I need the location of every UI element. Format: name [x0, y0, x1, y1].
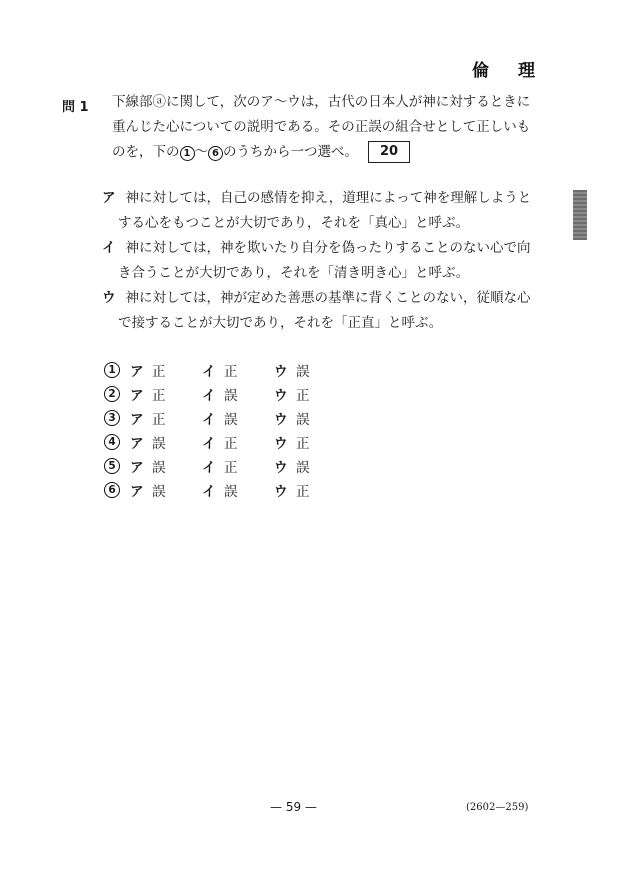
- choice-label-i: イ: [202, 388, 216, 404]
- side-tab-marker: [573, 190, 587, 240]
- answer-number-box: 20: [368, 141, 410, 163]
- choice-value-i: 誤: [224, 484, 238, 500]
- statement-text: 神に対しては，神が定めた善悪の基準に背くことのない，従順な心で接することが大切であり，それを「正直」と呼ぶ。: [118, 290, 531, 331]
- choice-label-i: イ: [202, 460, 216, 476]
- choice-label-u: ウ: [274, 388, 288, 404]
- statement-a: [102, 186, 532, 236]
- choice-label-i: イ: [202, 436, 216, 452]
- choice-label-a: ア: [130, 484, 144, 500]
- choice-value-a: 正: [152, 364, 166, 380]
- choice-value-i: 正: [224, 436, 238, 452]
- question-text-part1: 下線部ⓐに関して，次のア～ウは，古代の日本人が神に対するときに重んじた心についての説明である。その正誤の組合せとして正しいものを，下の: [112, 94, 531, 160]
- choice-value-a: 誤: [152, 484, 166, 500]
- range-start-number: 1: [180, 146, 195, 161]
- choice-number: 5: [104, 458, 120, 474]
- choice-label-u: ウ: [274, 436, 288, 452]
- statement-letter: イ: [102, 240, 116, 256]
- choice-label-i: イ: [202, 484, 216, 500]
- statement-letter: ウ: [102, 290, 116, 306]
- choice-option[interactable]: [104, 406, 346, 430]
- choice-label-i: イ: [202, 412, 216, 428]
- choice-option[interactable]: [104, 358, 346, 382]
- choice-label-a: ア: [130, 364, 144, 380]
- choice-value-i: 誤: [224, 388, 238, 404]
- choice-value-u: 誤: [296, 460, 310, 476]
- choice-number: 6: [104, 482, 120, 498]
- statement-text: 神に対しては，自己の感情を抑え，道理によって神を理解しようとする心をもつことが大切であり，それを「真心」と呼ぶ。: [118, 190, 532, 231]
- statement-i: [102, 236, 532, 286]
- choice-label-a: ア: [130, 388, 144, 404]
- choice-option[interactable]: [104, 478, 346, 502]
- choice-value-u: 誤: [296, 364, 310, 380]
- choice-number: 3: [104, 410, 120, 426]
- question-text: [112, 90, 532, 165]
- choice-value-i: 正: [224, 460, 238, 476]
- choice-value-u: 正: [296, 484, 310, 500]
- choice-label-u: ウ: [274, 460, 288, 476]
- choice-value-i: 誤: [224, 412, 238, 428]
- statement-text: 神に対しては，神を欺いたり自分を偽ったりすることのない心で向き合うことが大切であり，それを「清き明き心」と呼ぶ。: [118, 240, 531, 281]
- choice-option[interactable]: [104, 454, 346, 478]
- choice-value-a: 正: [152, 412, 166, 428]
- choices-list: [104, 358, 346, 502]
- page-number: — 59 —: [270, 800, 317, 814]
- choice-value-u: 誤: [296, 412, 310, 428]
- choice-label-a: ア: [130, 436, 144, 452]
- question-text-part2: ～: [194, 144, 208, 160]
- choice-value-u: 正: [296, 388, 310, 404]
- choice-label-a: ア: [130, 412, 144, 428]
- choice-value-a: 正: [152, 388, 166, 404]
- choice-value-i: 正: [224, 364, 238, 380]
- choice-value-u: 正: [296, 436, 310, 452]
- choice-option[interactable]: [104, 430, 346, 454]
- choice-option[interactable]: [104, 382, 346, 406]
- statement-u: [102, 286, 532, 336]
- choice-label-u: ウ: [274, 412, 288, 428]
- choice-value-a: 誤: [152, 460, 166, 476]
- question-text-part3: のうちから一つ選べ。: [223, 144, 358, 160]
- range-end-number: 6: [208, 146, 223, 161]
- choice-value-a: 誤: [152, 436, 166, 452]
- exam-code: (2602—259): [466, 802, 529, 813]
- choice-label-i: イ: [202, 364, 216, 380]
- choice-number: 4: [104, 434, 120, 450]
- statement-letter: ア: [102, 190, 116, 206]
- choice-label-u: ウ: [274, 364, 288, 380]
- question-label: 問 1: [62, 100, 89, 115]
- subject-title: 倫 理: [472, 61, 541, 81]
- statements-list: [102, 186, 532, 336]
- choice-number: 2: [104, 386, 120, 402]
- choice-label-a: ア: [130, 460, 144, 476]
- choice-label-u: ウ: [274, 484, 288, 500]
- choice-number: 1: [104, 362, 120, 378]
